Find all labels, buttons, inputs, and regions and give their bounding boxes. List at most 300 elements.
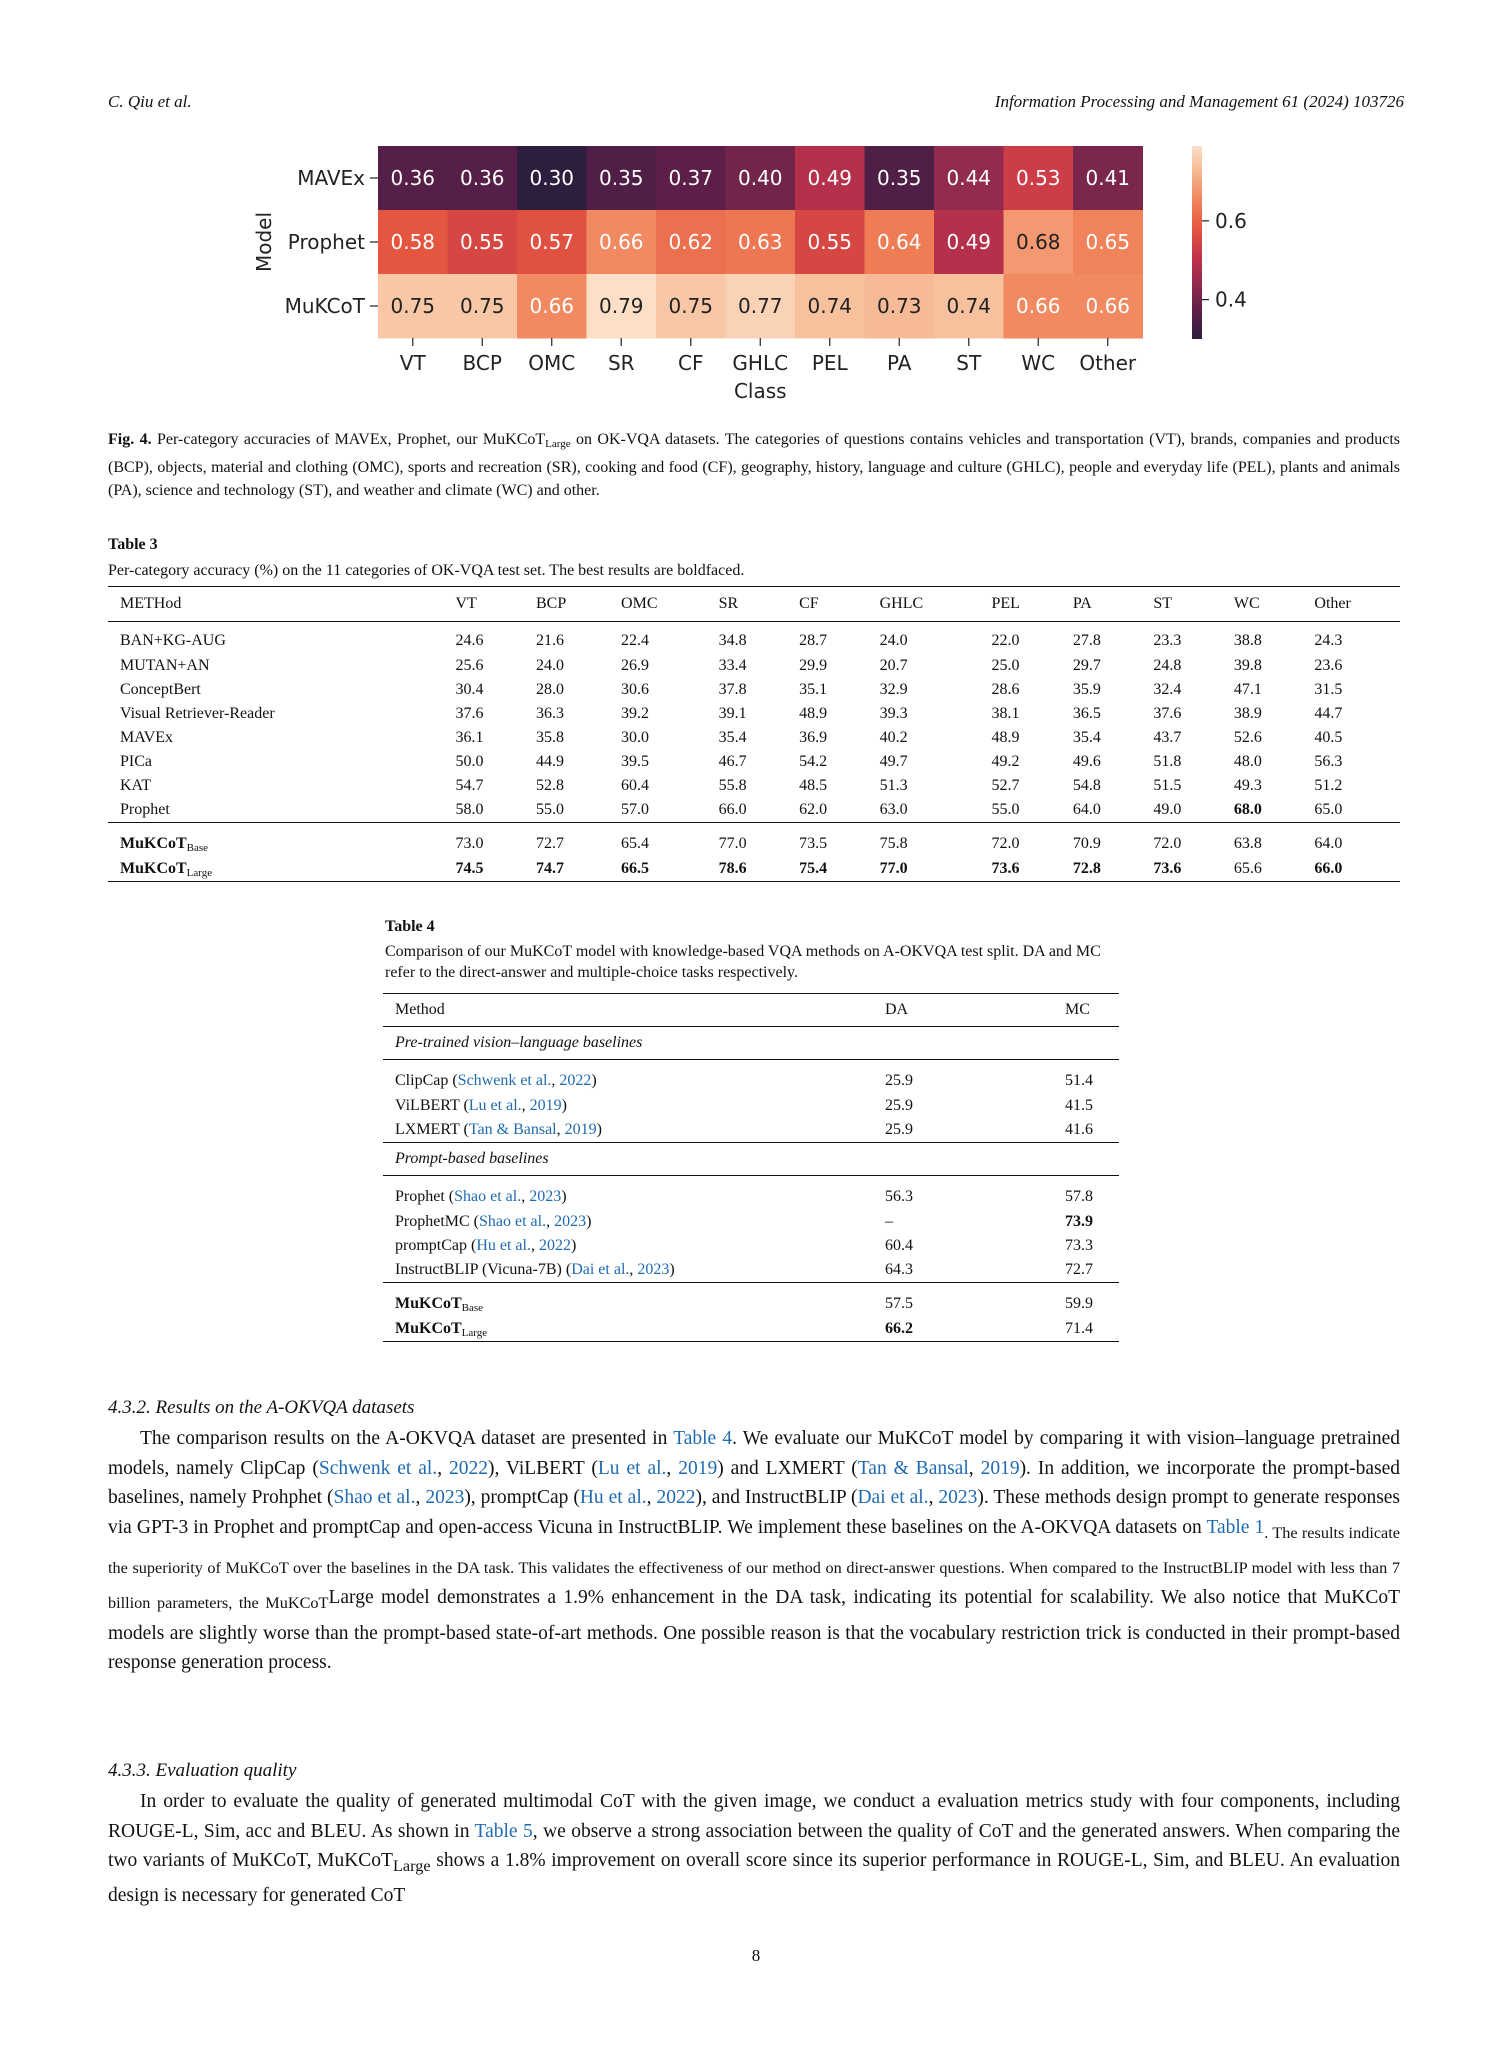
table4-caption: Comparison of our MuKCoT model with knowledge-based VQA methods on A-OKVQA test split. DA and MC refer to the direct-answer and multiple-choice tasks respectively. <box>385 943 1101 981</box>
citation-link: 2019 <box>980 1457 1020 1479</box>
table3-value-cell: 20.7 <box>879 657 908 674</box>
citation-link: Lu et al. <box>468 1097 522 1114</box>
table4-section-row <box>383 1143 1119 1176</box>
heatmap-cell-label: 0.74 <box>807 294 853 318</box>
table4-method-cell <box>383 1283 873 1318</box>
table4-mc-cell: 73.3 <box>1065 1237 1093 1254</box>
table3-value-cell: 66.5 <box>621 860 650 877</box>
section-432-title: 4.3.2. Results on the A-OKVQA datasets <box>108 1397 415 1418</box>
table3-value-cell: 47.1 <box>1233 681 1262 698</box>
y-axis-label: Model <box>252 211 276 273</box>
table3-value-cell: 28.0 <box>536 681 564 698</box>
y-tick-label: MuKCoT <box>284 294 365 318</box>
heatmap-cell-label: 0.57 <box>529 230 575 254</box>
table3-value-cell: 30.6 <box>621 681 650 698</box>
model-variant: Base <box>461 1301 484 1314</box>
x-axis-label: Class <box>733 379 787 403</box>
table3-method-cell: PICa <box>120 753 152 770</box>
heatmap-cell-label: 0.36 <box>459 166 505 190</box>
table3-row <box>108 798 1400 823</box>
model-name: MuKCoT <box>395 1319 462 1337</box>
table3-value-cell: 60.4 <box>621 777 650 794</box>
table3-value-cell: 75.4 <box>799 860 828 877</box>
table3-value-cell: 70.9 <box>1072 835 1101 852</box>
table3-value-cell: 24.6 <box>455 632 484 649</box>
table3-value-cell: 73.0 <box>455 835 484 852</box>
heatmap-cell-label: 0.74 <box>946 294 992 318</box>
citation-sep: , <box>521 1188 530 1205</box>
citation-sep: , <box>551 1072 560 1089</box>
x-tick-label: SR <box>607 351 635 375</box>
heatmap-cell-label: 0.35 <box>598 166 644 190</box>
table3-method-cell: ConceptBert <box>120 681 201 698</box>
heatmap-cell-label: 0.77 <box>737 294 783 318</box>
table4-da-cell: 25.9 <box>885 1097 913 1114</box>
x-tick-label: Other <box>1079 351 1137 375</box>
table4-mc-cell: 72.7 <box>1065 1261 1093 1278</box>
table4-method-cell <box>383 1234 873 1258</box>
citation-sep: , <box>629 1261 638 1278</box>
heatmap-cell-label: 0.35 <box>876 166 922 190</box>
table3-header-method: METHod <box>120 595 182 612</box>
table3-value-cell: 51.2 <box>1314 777 1343 794</box>
table3-value-cell: 48.0 <box>1233 753 1262 770</box>
citation-sep: , <box>556 1121 565 1138</box>
table3-value-cell: 39.1 <box>718 705 747 722</box>
table3-value-cell: 22.4 <box>621 632 650 649</box>
table4-da-cell: 56.3 <box>885 1188 913 1205</box>
table3-value-cell: 37.8 <box>718 681 747 698</box>
table3-method-cell: Visual Retriever-Reader <box>120 705 275 722</box>
table3-value-cell: 77.0 <box>879 860 908 877</box>
citation-year-link: 2019 <box>529 1097 562 1114</box>
method-name: LXMERT ( <box>395 1121 469 1138</box>
method-name: Prophet ( <box>395 1188 455 1205</box>
table3-row <box>108 678 1400 702</box>
paragraph-text: , <box>646 1487 657 1508</box>
table4-mc-cell: 41.6 <box>1065 1121 1093 1138</box>
x-tick-label: CF <box>678 351 704 375</box>
heatmap-cell-label: 0.65 <box>1085 230 1131 254</box>
paragraph-text: ), ViLBERT ( <box>487 1457 598 1479</box>
table3-value-cell: 40.2 <box>879 729 908 746</box>
table3-value-cell: 51.3 <box>879 777 908 794</box>
table3-value-cell: 38.1 <box>991 705 1020 722</box>
table3-value-cell: 50.0 <box>455 753 484 770</box>
table4-section-label: Pre-trained vision–language baselines <box>395 1034 643 1051</box>
heatmap-cell-label: 0.62 <box>668 230 714 254</box>
x-tick-label: PA <box>887 351 912 375</box>
table3-row <box>108 654 1400 678</box>
table3-header-cell: Other <box>1314 595 1351 612</box>
table3-row <box>108 774 1400 798</box>
heatmap-cell-label: 0.66 <box>1085 294 1131 318</box>
table3-header-cell: VT <box>455 595 477 612</box>
table4-da-cell: – <box>885 1213 893 1230</box>
table3-value-cell: 54.2 <box>799 753 828 770</box>
table3-value-cell: 24.0 <box>879 632 908 649</box>
table3-value-cell: 66.0 <box>1314 860 1343 877</box>
table4-method-cell <box>383 1118 873 1143</box>
table3-value-cell: 24.0 <box>536 657 564 674</box>
table4-mc-cell: 73.9 <box>1065 1213 1093 1230</box>
heatmap-cell-label: 0.75 <box>390 294 436 318</box>
citation-link: Hu et al. <box>579 1487 647 1508</box>
citation-close: ) <box>591 1072 597 1089</box>
table3-label: Table 3 <box>108 536 158 553</box>
table3-value-cell: 36.5 <box>1072 705 1101 722</box>
citation-sep: , <box>521 1097 530 1114</box>
table3-value-cell: 30.0 <box>621 729 650 746</box>
table3-value-cell: 48.5 <box>799 777 828 794</box>
table4-row-ours <box>383 1283 1119 1318</box>
heatmap-cell-label: 0.55 <box>807 230 853 254</box>
table3-value-cell: 36.9 <box>799 729 828 746</box>
table3-value-cell: 77.0 <box>718 835 747 852</box>
citation-link: 2023 <box>938 1487 978 1508</box>
table3-value-cell: 75.8 <box>879 835 908 852</box>
table4-row <box>383 1234 1119 1258</box>
table3-row-ours <box>108 823 1400 858</box>
paragraph-text: , <box>928 1487 939 1508</box>
table3-header-cell: PA <box>1072 595 1092 612</box>
table3-method-cell: Prophet <box>120 801 170 818</box>
table4-mc-cell: 71.4 <box>1065 1320 1093 1337</box>
table4-row <box>383 1210 1119 1234</box>
table3-value-cell: 58.0 <box>455 801 484 818</box>
table4-da-cell: 60.4 <box>885 1237 913 1254</box>
table3-value-cell: 49.2 <box>991 753 1020 770</box>
citation-link: 2022 <box>448 1457 488 1479</box>
table3-value-cell: 35.9 <box>1072 681 1101 698</box>
figure-caption <box>108 428 1400 502</box>
paragraph-text: , <box>415 1487 426 1508</box>
citation-link: Table 5 <box>474 1820 533 1842</box>
method-name: promptCap ( <box>395 1237 477 1254</box>
figure-caption-text-a: Per-category accuracies of MAVEx, Prophet, our MuKCoT <box>157 431 546 448</box>
table3-method-cell: MAVEx <box>120 729 174 746</box>
table3-header-cell: WC <box>1233 595 1260 612</box>
citation-close: ) <box>596 1121 602 1138</box>
table3-value-cell: 39.3 <box>879 705 908 722</box>
colorbar <box>1192 146 1202 339</box>
table3 <box>108 586 1400 882</box>
table4-method-cell <box>383 1210 873 1234</box>
running-header-authors: C. Qiu et al. <box>108 92 192 111</box>
table3-value-cell: 56.3 <box>1314 753 1343 770</box>
citation-link: Lu et al. <box>597 1457 667 1479</box>
table3-value-cell: 40.5 <box>1314 729 1343 746</box>
table4-mc-cell: 51.4 <box>1065 1072 1093 1089</box>
table3-value-cell: 36.1 <box>455 729 484 746</box>
table3-header-cell: BCP <box>536 595 567 612</box>
table3-value-cell: 38.9 <box>1233 705 1262 722</box>
heatmap-cell-label: 0.44 <box>946 166 992 190</box>
table4-da-cell: 57.5 <box>885 1295 913 1312</box>
table3-value-cell: 51.8 <box>1153 753 1182 770</box>
table3-header-cell: GHLC <box>879 595 924 612</box>
heatmap-cell-label: 0.55 <box>459 230 505 254</box>
table3-value-cell: 63.8 <box>1233 835 1262 852</box>
table3-row <box>108 750 1400 774</box>
paragraph-text: , <box>666 1457 679 1479</box>
table3-value-cell: 25.6 <box>455 657 484 674</box>
table3-value-cell: 55.8 <box>718 777 747 794</box>
table3-value-cell: 64.0 <box>1072 801 1101 818</box>
table3-value-cell: 65.6 <box>1233 860 1262 877</box>
table4-method-cell <box>383 1060 873 1095</box>
table3-value-cell: 57.0 <box>621 801 650 818</box>
table3-value-cell: 49.0 <box>1153 801 1182 818</box>
heatmap-cell-label: 0.66 <box>598 230 644 254</box>
table3-value-cell: 73.6 <box>991 860 1020 877</box>
table3-value-cell: 48.9 <box>799 705 828 722</box>
heatmap-cell-label: 0.53 <box>1015 166 1061 190</box>
table3-value-cell: 55.0 <box>536 801 564 818</box>
method-name: ViLBERT ( <box>395 1097 469 1114</box>
table4-method-cell <box>383 1176 873 1211</box>
paragraph-text: ) and LXMERT ( <box>717 1457 858 1479</box>
table4-row <box>383 1118 1119 1143</box>
table4-mc-cell: 41.5 <box>1065 1097 1093 1114</box>
table3-value-cell: 38.8 <box>1233 632 1262 649</box>
heatmap-cell-label: 0.40 <box>737 166 783 190</box>
model-variant: Large <box>392 1856 431 1875</box>
citation-year-link: 2022 <box>538 1237 571 1254</box>
citation-link: Dai et al. <box>857 1487 929 1508</box>
citation-link: 2022 <box>656 1487 696 1508</box>
table3-value-cell: 35.8 <box>536 729 564 746</box>
heatmap-cell-label: 0.75 <box>459 294 505 318</box>
section-432-paragraph <box>108 1424 1400 1678</box>
heatmap-cell-label: 0.66 <box>1015 294 1061 318</box>
section-433-paragraph <box>108 1787 1400 1911</box>
method-name: InstructBLIP (Vicuna-7B) ( <box>395 1261 572 1278</box>
heatmap-cell-label: 0.37 <box>668 166 714 190</box>
citation-year-link: 2023 <box>554 1213 587 1230</box>
table3-value-cell: 31.5 <box>1314 681 1343 698</box>
heatmap-cell-label: 0.66 <box>529 294 575 318</box>
table3-value-cell: 39.8 <box>1233 657 1262 674</box>
table3-value-cell: 73.6 <box>1153 860 1182 877</box>
citation-link: Tan & Bansal <box>857 1457 969 1479</box>
paragraph-text: In order to evaluate the quality of generated multimodal CoT with the given image, we conduct a evaluation metrics study with four components, including ROUGE-L, Sim, acc and BLEU. As shown in <box>108 1791 1400 1842</box>
figure-label: Fig. 4. <box>108 431 152 448</box>
table3-value-cell: 34.8 <box>718 632 747 649</box>
table4-row-ours <box>383 1317 1119 1342</box>
table3-value-cell: 52.8 <box>536 777 564 794</box>
table3-value-cell: 37.6 <box>455 705 484 722</box>
table3-value-cell: 54.8 <box>1072 777 1101 794</box>
citation-year-link: 2023 <box>529 1188 562 1205</box>
table3-value-cell: 28.7 <box>799 632 828 649</box>
citation-close: ) <box>586 1213 592 1230</box>
table3-value-cell: 37.6 <box>1153 705 1182 722</box>
table4-row <box>383 1176 1119 1211</box>
model-name: MuKCoT <box>120 834 187 852</box>
model-name: MuKCoT <box>395 1294 462 1312</box>
table3-value-cell: 44.7 <box>1314 705 1343 722</box>
citation-link: Table 1 <box>1206 1516 1265 1538</box>
table3-value-cell: 24.8 <box>1153 657 1182 674</box>
table3-value-cell: 54.7 <box>455 777 484 794</box>
citation-close: ) <box>561 1097 567 1114</box>
model-variant: Large <box>186 866 213 879</box>
x-tick-label: OMC <box>528 351 576 375</box>
colorbar-tick-label: 0.4 <box>1215 287 1247 312</box>
table3-value-cell: 55.0 <box>991 801 1020 818</box>
paragraph-text: model demonstrates a 1.9% enhancement in the DA task, indicating its potential for scalability. We also notice that MuKCoT models are slightly worse than the prompt-based state-of-art methods. One possible reason is that the vocabulary restriction trick is conducted in their prompt-based response generation process. <box>108 1587 1401 1674</box>
table3-value-cell: 74.5 <box>455 860 484 877</box>
table3-value-cell: 33.4 <box>718 657 747 674</box>
citation-close: ) <box>669 1261 675 1278</box>
table3-value-cell: 39.2 <box>621 705 650 722</box>
paragraph-text: , we observe a strong association between the quality of CoT and the generated answers. When comparing the two variants of MuKCoT, MuKCoT <box>108 1820 1400 1871</box>
citation-sep: , <box>546 1213 555 1230</box>
citation-year-link: 2023 <box>637 1261 670 1278</box>
table3-row <box>108 702 1400 726</box>
method-name: ProphetMC ( <box>395 1213 479 1230</box>
table3-value-cell: 27.8 <box>1072 632 1101 649</box>
table4-row <box>383 1258 1119 1283</box>
heatmap-cell-label: 0.68 <box>1015 230 1061 254</box>
y-tick-label: Prophet <box>287 230 365 254</box>
x-tick-label: GHLC <box>732 351 789 375</box>
table3-value-cell: 24.3 <box>1314 632 1343 649</box>
citation-link: 2019 <box>678 1457 718 1479</box>
table3-value-cell: 63.0 <box>879 801 908 818</box>
page-number: 8 <box>751 1946 761 1965</box>
heatmap-cell-label: 0.73 <box>876 294 922 318</box>
table4-da-cell: 25.9 <box>885 1072 913 1089</box>
table3-value-cell: 51.5 <box>1153 777 1182 794</box>
table3-value-cell: 32.4 <box>1153 681 1182 698</box>
table3-value-cell: 65.4 <box>621 835 650 852</box>
table4-da-cell: 66.2 <box>885 1320 913 1337</box>
paragraph-text: shows a 1.8% improvement on overall score since its superior performance in ROUGE-L, Sim, and BLEU. An evaluation design is necessary for generated CoT <box>108 1850 1400 1907</box>
table3-value-cell: 78.6 <box>718 860 747 877</box>
table3-value-cell: 73.5 <box>799 835 828 852</box>
table3-value-cell: 22.0 <box>991 632 1020 649</box>
table4-header-cell: DA <box>885 1001 909 1018</box>
table3-row <box>108 726 1400 750</box>
table3-method-cell: KAT <box>120 777 152 794</box>
citation-link: Dai et al. <box>571 1261 630 1278</box>
heatmap-cell-label: 0.79 <box>598 294 644 318</box>
table3-header-cell: SR <box>718 595 739 612</box>
table3-value-cell: 64.0 <box>1314 835 1343 852</box>
citation-link: Shao et al. <box>479 1213 547 1230</box>
method-name: ClipCap ( <box>395 1072 458 1089</box>
table4-mc-cell: 57.8 <box>1065 1188 1093 1205</box>
x-tick-label: WC <box>1021 351 1056 375</box>
colorbar-tick-label: 0.6 <box>1215 208 1247 233</box>
citation-link: 2023 <box>425 1487 465 1508</box>
table3-value-cell: 35.4 <box>1072 729 1101 746</box>
table3-value-cell: 74.7 <box>536 860 564 877</box>
table3-value-cell: 49.3 <box>1233 777 1262 794</box>
paragraph-text: , <box>437 1457 449 1479</box>
table3-method-cell <box>108 823 443 858</box>
figure-caption-text-b: on OK-VQA datasets. The categories of questions contains vehicles and transportation (VT), brands, companies and products (BCP), objects, material and clothing (OMC), sports and recreation (SR), cooking and food (CF), geography, history, language and culture (GHLC), people and everyday life (PEL), plants and animals (PA), science and technology (ST), and weather and climate (WC) and other. <box>108 431 1401 499</box>
table3-value-cell: 44.9 <box>536 753 564 770</box>
heatmap-cell-label: 0.49 <box>807 166 853 190</box>
table4-section-row <box>383 1027 1119 1060</box>
table3-value-cell: 25.0 <box>991 657 1020 674</box>
table4-method-cell <box>383 1317 873 1342</box>
table3-value-cell: 28.6 <box>991 681 1020 698</box>
table3-header-cell: PEL <box>991 595 1020 612</box>
table3-value-cell: 29.7 <box>1072 657 1101 674</box>
table3-method-cell: BAN+KG-AUG <box>120 632 226 649</box>
paragraph-text: The comparison results on the A-OKVQA dataset are presented in <box>140 1428 674 1449</box>
table3-value-cell: 32.9 <box>879 681 908 698</box>
citation-link: Schwenk et al. <box>318 1457 438 1479</box>
table3-header-cell: OMC <box>621 595 658 612</box>
table4-section-label: Prompt-based baselines <box>395 1150 549 1167</box>
table3-value-cell: 23.3 <box>1153 632 1182 649</box>
heatmap-cell-label: 0.63 <box>737 230 783 254</box>
paragraph-text: ). These methods design prompt to generate responses via GPT-3 in Prophet and promptCap and open-access Vicuna in InstructBLIP. We implement these baselines on the A-OKVQA datasets on <box>108 1487 1401 1538</box>
table3-value-cell: 65.0 <box>1314 801 1343 818</box>
paragraph-text: ), and InstructBLIP ( <box>695 1487 858 1508</box>
paragraph-text: ). In addition, we incorporate the prompt-based baselines, namely Prohphet ( <box>108 1457 1401 1508</box>
model-name: MuKCoT <box>120 859 187 877</box>
running-header-journal: Information Processing and Management 61 (2024) 103726 <box>994 92 1404 111</box>
heatmap-cell-label: 0.30 <box>529 166 575 190</box>
table3-row-ours <box>108 857 1400 882</box>
heatmap-cell-label: 0.58 <box>390 230 436 254</box>
citation-link: Hu et al. <box>476 1237 531 1254</box>
table3-value-cell: 29.9 <box>799 657 828 674</box>
table3-value-cell: 36.3 <box>536 705 564 722</box>
heatmap-cell-label: 0.49 <box>946 230 992 254</box>
table3-value-cell: 62.0 <box>799 801 828 818</box>
table3-value-cell: 52.7 <box>991 777 1020 794</box>
heatmap-figure <box>200 128 1280 408</box>
table4-label: Table 4 <box>385 918 435 935</box>
table3-header-cell: CF <box>799 595 819 612</box>
paragraph-text: ), promptCap ( <box>464 1487 580 1508</box>
heatmap-cell-label: 0.75 <box>668 294 714 318</box>
paragraph-text: . We evaluate our MuKCoT model by comparing it with vision–language pretrained models, namely ClipCap ( <box>108 1428 1401 1479</box>
table4-header-cell: MC <box>1065 1001 1090 1018</box>
heatmap-cell-label: 0.64 <box>876 230 922 254</box>
heatmap-cell-label: 0.36 <box>390 166 436 190</box>
model-variant: . The results indicate the superiority of MuKCoT over the baselines in the DA task. This validates the effectiveness of our method on direct-answer questions. When compared to the InstructBLIP model with less than 7 billion parameters, the MuKCoT <box>108 1523 1400 1613</box>
table4-da-cell: 25.9 <box>885 1121 913 1138</box>
x-tick-label: VT <box>399 351 426 375</box>
x-tick-label: PEL <box>811 351 848 375</box>
table4 <box>383 993 1119 1342</box>
table3-value-cell: 72.0 <box>1153 835 1182 852</box>
table3-value-cell: 35.1 <box>799 681 828 698</box>
figure-caption-sub: Large <box>545 438 571 450</box>
citation-link: Table 4 <box>673 1428 733 1449</box>
table4-method-cell <box>383 1258 873 1283</box>
x-tick-label: ST <box>956 351 982 375</box>
citation-year-link: 2022 <box>559 1072 592 1089</box>
table3-value-cell: 72.7 <box>536 835 564 852</box>
citation-close: ) <box>570 1237 577 1254</box>
table3-value-cell: 21.6 <box>536 632 564 649</box>
table3-method-cell: MUTAN+AN <box>120 657 210 674</box>
table4-method-cell <box>383 1094 873 1118</box>
x-tick-label: BCP <box>462 351 502 375</box>
citation-link: Tan & Bansal <box>468 1121 557 1138</box>
table4-header-method: Method <box>395 1001 445 1018</box>
table3-value-cell: 52.6 <box>1233 729 1262 746</box>
